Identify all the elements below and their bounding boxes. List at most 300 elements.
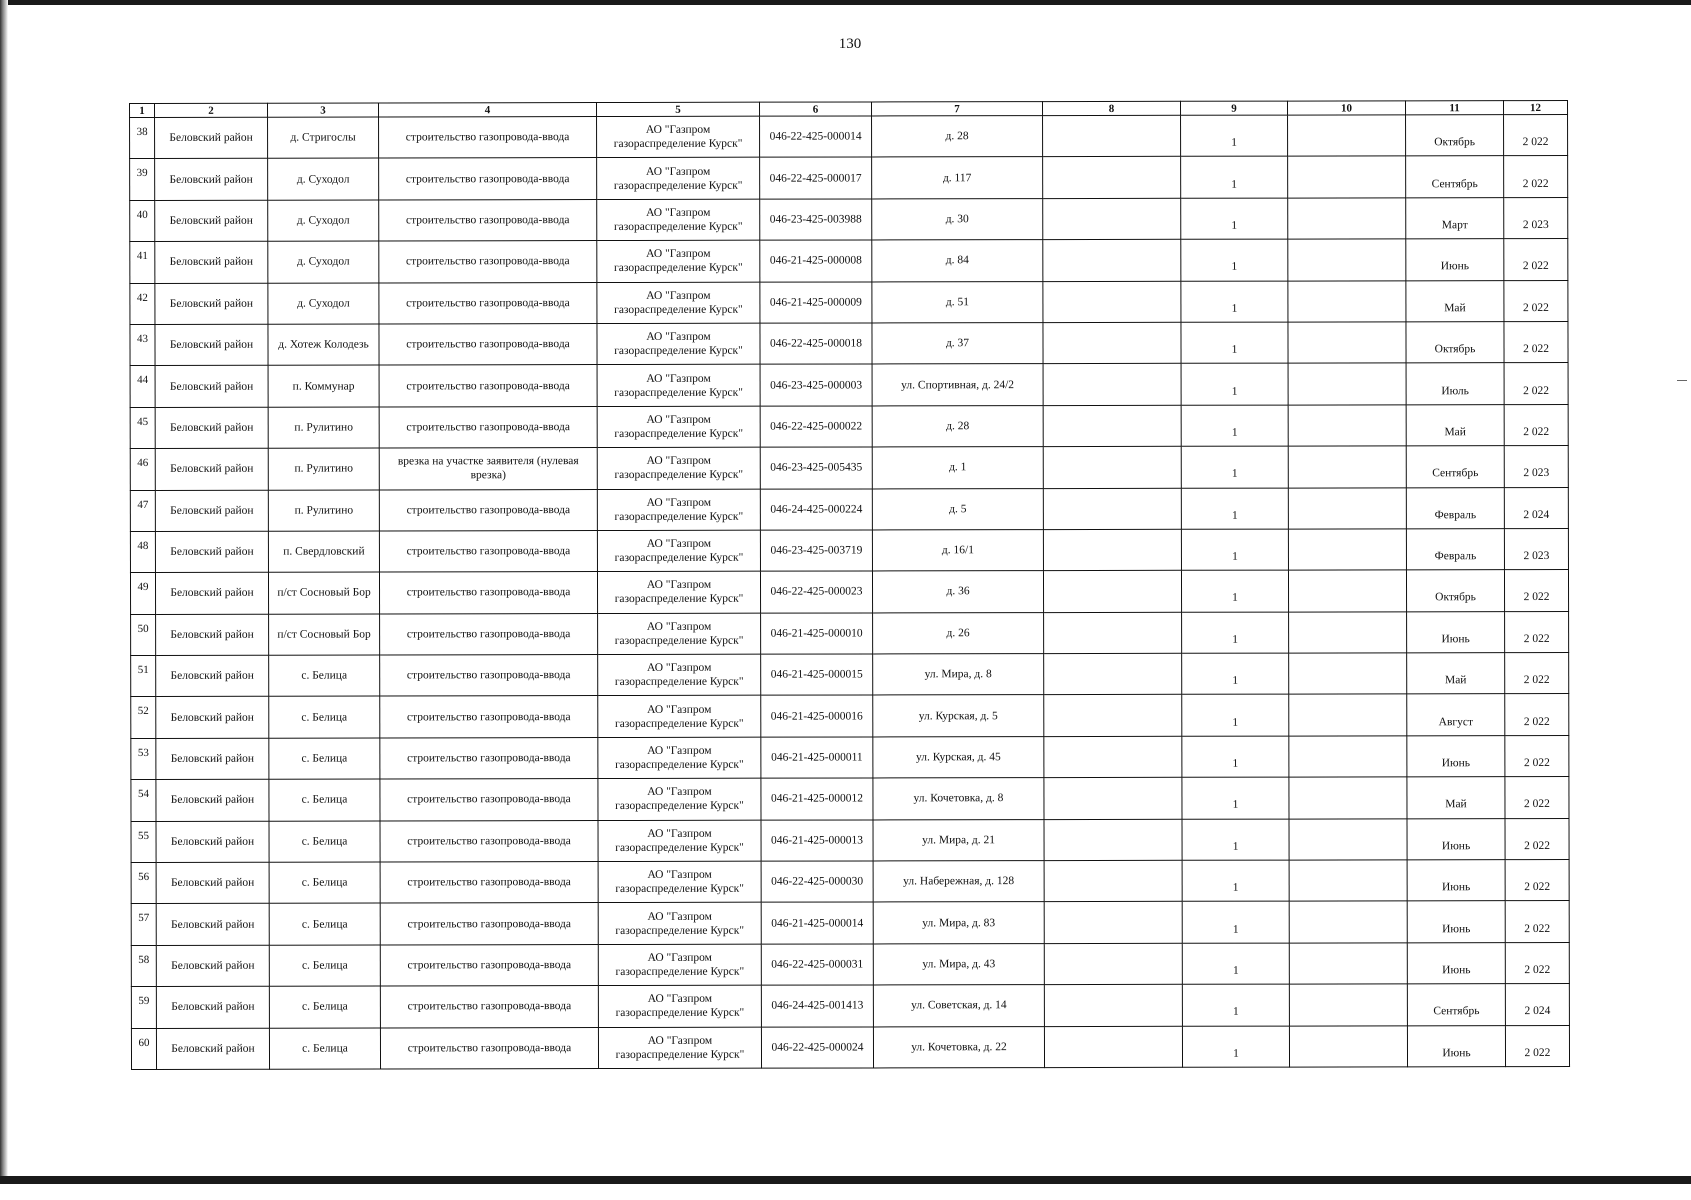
column-10-cell xyxy=(1289,694,1407,736)
month-cell: Июнь xyxy=(1407,901,1505,943)
column-10-cell xyxy=(1289,818,1407,860)
address-cell: ул. Курская, д. 5 xyxy=(873,695,1044,737)
month-cell: Май xyxy=(1406,280,1504,322)
month-cell: Май xyxy=(1406,404,1504,446)
table-row xyxy=(131,818,1569,862)
district-cell: Беловский район xyxy=(156,1028,269,1070)
month-cell: Март xyxy=(1406,197,1504,239)
address-cell: ул. Кочетовка, д. 22 xyxy=(873,1026,1044,1068)
address-cell: д. 37 xyxy=(872,323,1043,365)
table-row xyxy=(130,239,1568,283)
registration-code-cell: 046-21-425-000009 xyxy=(760,282,872,324)
month-cell: Июнь xyxy=(1407,942,1505,984)
row-number: 40 xyxy=(130,200,155,241)
column-header: 1 xyxy=(130,103,155,117)
column-8-cell xyxy=(1044,612,1182,654)
year-cell: 2 022 xyxy=(1504,156,1568,198)
month-cell: Февраль xyxy=(1406,529,1504,571)
company-cell: АО "Газпром газораспределение Курск" xyxy=(597,489,760,531)
month-cell: Июнь xyxy=(1407,735,1505,777)
table-row xyxy=(130,446,1568,490)
address-cell: д. 5 xyxy=(872,488,1043,530)
work-type-cell: строительство газопровода-ввода xyxy=(380,862,598,904)
company-cell: АО "Газпром газораспределение Курск" xyxy=(597,116,760,158)
district-cell: Беловский район xyxy=(155,159,268,201)
column-8-cell xyxy=(1044,902,1182,944)
company-cell: АО "Газпром газораспределение Курск" xyxy=(597,323,760,365)
table-row xyxy=(131,694,1569,738)
district-cell: Беловский район xyxy=(155,531,268,573)
locality-cell: д. Суходол xyxy=(268,283,379,325)
locality-cell: с. Белица xyxy=(269,945,380,987)
column-10-cell xyxy=(1288,446,1406,488)
year-cell: 2 024 xyxy=(1504,487,1568,529)
district-cell: Беловский район xyxy=(156,779,269,821)
table-row xyxy=(131,653,1569,697)
month-cell: Июнь xyxy=(1407,860,1505,902)
month-cell: Сентябрь xyxy=(1406,156,1504,198)
company-cell: АО "Газпром газораспределение Курск" xyxy=(598,778,761,820)
column-10-cell xyxy=(1289,612,1407,654)
column-8-cell xyxy=(1043,115,1181,157)
address-cell: д. 84 xyxy=(872,240,1043,282)
month-cell: Сентябрь xyxy=(1406,446,1504,488)
year-cell: 2 023 xyxy=(1504,446,1568,488)
column-header: 11 xyxy=(1405,101,1503,115)
column-8-cell xyxy=(1043,529,1181,571)
address-cell: ул. Мира, д. 43 xyxy=(873,943,1044,985)
month-cell: Июнь xyxy=(1407,818,1505,860)
work-type-cell: строительство газопровода-ввода xyxy=(380,1027,598,1069)
year-cell: 2 022 xyxy=(1504,239,1568,281)
address-cell: ул. Спортивная, д. 24/2 xyxy=(872,364,1043,406)
work-type-cell: строительство газопровода-ввода xyxy=(379,241,597,283)
year-cell: 2 022 xyxy=(1505,942,1569,984)
locality-cell: д. Стригослы xyxy=(268,117,379,159)
company-cell: АО "Газпром газораспределение Курск" xyxy=(597,530,760,572)
row-number: 54 xyxy=(131,780,156,821)
address-cell: ул. Курская, д. 45 xyxy=(873,736,1044,778)
column-8-cell xyxy=(1043,446,1181,488)
registration-code-cell: 046-22-425-000023 xyxy=(760,571,872,613)
table-row xyxy=(131,984,1569,1028)
quantity-cell: 1 xyxy=(1181,239,1288,281)
table-row xyxy=(130,363,1568,407)
scan-edge-bottom xyxy=(0,1176,1691,1184)
locality-cell: д. Суходол xyxy=(268,158,379,200)
year-cell: 2 022 xyxy=(1504,321,1568,363)
year-cell: 2 022 xyxy=(1505,611,1569,653)
column-8-cell xyxy=(1044,984,1182,1026)
registration-code-cell: 046-21-425-000015 xyxy=(761,654,873,696)
month-cell: Сентябрь xyxy=(1407,984,1505,1026)
column-10-cell xyxy=(1289,860,1407,902)
registration-code-cell: 046-21-425-000010 xyxy=(761,613,873,655)
address-cell: д. 1 xyxy=(872,447,1043,489)
address-cell: д. 28 xyxy=(872,405,1043,447)
column-header: 12 xyxy=(1503,100,1567,114)
column-10-cell xyxy=(1289,777,1407,819)
table-row xyxy=(130,404,1568,448)
column-header: 8 xyxy=(1042,101,1180,115)
district-cell: Беловский район xyxy=(156,738,269,780)
row-number: 39 xyxy=(130,159,155,200)
table-row xyxy=(130,197,1568,241)
column-header: 3 xyxy=(268,103,379,117)
company-cell: АО "Газпром газораспределение Курск" xyxy=(598,903,761,945)
month-cell: Май xyxy=(1407,653,1505,695)
row-number: 45 xyxy=(130,407,155,448)
column-10-cell xyxy=(1288,405,1406,447)
district-cell: Беловский район xyxy=(156,945,269,987)
district-cell: Беловский район xyxy=(155,200,268,242)
district-cell: Беловский район xyxy=(156,821,269,863)
work-type-cell: строительство газопровода-ввода xyxy=(379,572,597,614)
company-cell: АО "Газпром газораспределение Курск" xyxy=(598,861,761,903)
row-number: 55 xyxy=(131,821,156,862)
column-10-cell xyxy=(1289,653,1407,695)
work-type-cell: строительство газопровода-ввода xyxy=(380,820,598,862)
registration-code-cell: 046-22-425-000017 xyxy=(760,157,872,199)
company-cell: АО "Газпром газораспределение Курск" xyxy=(598,696,761,738)
year-cell: 2 023 xyxy=(1504,197,1568,239)
column-header: 5 xyxy=(597,102,760,116)
column-8-cell xyxy=(1043,322,1181,364)
row-number: 42 xyxy=(130,283,155,324)
quantity-cell: 1 xyxy=(1181,529,1288,571)
registration-code-cell: 046-22-425-000014 xyxy=(760,116,872,158)
column-8-cell xyxy=(1043,239,1181,281)
district-cell: Беловский район xyxy=(155,366,268,408)
locality-cell: с. Белица xyxy=(269,655,380,697)
column-8-cell xyxy=(1043,198,1181,240)
address-cell: ул. Мира, д. 21 xyxy=(873,819,1044,861)
table-row xyxy=(131,1025,1569,1069)
work-type-cell: строительство газопровода-ввода xyxy=(379,365,597,407)
district-cell: Беловский район xyxy=(156,862,269,904)
registration-code-cell: 046-23-425-000003 xyxy=(760,364,872,406)
column-8-cell xyxy=(1043,281,1181,323)
year-cell: 2 023 xyxy=(1504,528,1568,570)
year-cell: 2 022 xyxy=(1505,860,1569,902)
row-number: 48 xyxy=(130,531,155,572)
locality-cell: с. Белица xyxy=(269,986,380,1028)
quantity-cell: 1 xyxy=(1182,1026,1289,1068)
scan-edge-top xyxy=(0,0,1691,5)
locality-cell: с. Белица xyxy=(269,1028,380,1070)
locality-cell: с. Белица xyxy=(269,862,380,904)
year-cell: 2 022 xyxy=(1504,404,1568,446)
year-cell: 2 022 xyxy=(1504,114,1568,156)
address-cell: д. 26 xyxy=(873,612,1044,654)
locality-cell: с. Белица xyxy=(269,738,380,780)
work-type-cell: строительство газопровода-ввода xyxy=(379,489,597,531)
registration-code-cell: 046-21-425-000013 xyxy=(761,820,873,862)
address-cell: ул. Кочетовка, д. 8 xyxy=(873,778,1044,820)
locality-cell: с. Белица xyxy=(269,696,380,738)
quantity-cell: 1 xyxy=(1182,943,1289,985)
work-type-cell: строительство газопровода-ввода xyxy=(380,903,598,945)
district-cell: Беловский район xyxy=(156,986,269,1028)
month-cell: Июль xyxy=(1406,363,1504,405)
locality-cell: с. Белица xyxy=(269,821,380,863)
row-number: 60 xyxy=(131,1028,156,1069)
locality-cell: д. Суходол xyxy=(268,200,379,242)
column-header: 7 xyxy=(871,102,1042,116)
column-8-cell xyxy=(1043,488,1181,530)
year-cell: 2 022 xyxy=(1504,280,1568,322)
company-cell: АО "Газпром газораспределение Курск" xyxy=(597,199,760,241)
column-10-cell xyxy=(1288,363,1406,405)
year-cell: 2 022 xyxy=(1505,818,1569,860)
quantity-cell: 1 xyxy=(1181,570,1288,612)
row-number: 46 xyxy=(130,449,155,490)
column-10-cell xyxy=(1288,280,1406,322)
month-cell: Октябрь xyxy=(1406,322,1504,364)
year-cell: 2 022 xyxy=(1505,901,1569,943)
locality-cell: д. Суходол xyxy=(268,241,379,283)
year-cell: 2 022 xyxy=(1504,363,1568,405)
registration-code-cell: 046-22-425-000024 xyxy=(761,1027,873,1069)
registration-code-cell: 046-21-425-000012 xyxy=(761,778,873,820)
quantity-cell: 1 xyxy=(1182,984,1289,1026)
column-header: 9 xyxy=(1180,101,1287,115)
work-type-cell: строительство газопровода-ввода xyxy=(380,696,598,738)
row-number: 38 xyxy=(130,117,155,158)
company-cell: АО "Газпром газораспределение Курск" xyxy=(597,158,760,200)
column-8-cell xyxy=(1043,571,1181,613)
work-type-cell: строительство газопровода-ввода xyxy=(379,117,597,159)
quantity-cell: 1 xyxy=(1181,488,1288,530)
table-row xyxy=(130,570,1568,614)
company-cell: АО "Газпром газораспределение Курск" xyxy=(598,613,761,655)
address-cell: д. 117 xyxy=(872,157,1043,199)
registration-code-cell: 046-22-425-000018 xyxy=(760,323,872,365)
column-8-cell xyxy=(1044,653,1182,695)
month-cell: Октябрь xyxy=(1406,570,1504,612)
locality-cell: п/ст Сосновый Бор xyxy=(269,614,380,656)
row-number: 58 xyxy=(131,945,156,986)
year-cell: 2 022 xyxy=(1505,694,1569,736)
locality-cell: с. Белица xyxy=(269,779,380,821)
column-10-cell xyxy=(1288,570,1406,612)
row-number: 41 xyxy=(130,242,155,283)
column-header: 2 xyxy=(155,103,268,117)
company-cell: АО "Газпром газораспределение Курск" xyxy=(598,1027,761,1069)
column-8-cell xyxy=(1044,778,1182,820)
district-cell: Беловский район xyxy=(155,324,268,366)
company-cell: АО "Газпром газораспределение Курск" xyxy=(597,282,760,324)
quantity-cell: 1 xyxy=(1182,819,1289,861)
column-10-cell xyxy=(1289,1025,1407,1067)
scan-edge-left xyxy=(0,0,8,1184)
address-cell: ул. Советская, д. 14 xyxy=(873,985,1044,1027)
year-cell: 2 022 xyxy=(1504,570,1568,612)
quantity-cell: 1 xyxy=(1182,736,1289,778)
address-cell: ул. Мира, д. 83 xyxy=(873,902,1044,944)
row-number: 59 xyxy=(131,987,156,1028)
company-cell: АО "Газпром газораспределение Курск" xyxy=(598,737,761,779)
company-cell: АО "Газпром газораспределение Курск" xyxy=(598,985,761,1027)
registration-code-cell: 046-23-425-003719 xyxy=(760,530,872,572)
address-cell: д. 16/1 xyxy=(872,529,1043,571)
district-cell: Беловский район xyxy=(156,904,269,946)
work-type-cell: строительство газопровода-ввода xyxy=(379,282,597,324)
month-cell: Июнь xyxy=(1407,611,1505,653)
column-10-cell xyxy=(1288,198,1406,240)
column-10-cell xyxy=(1288,156,1406,198)
work-type-cell: строительство газопровода-ввода xyxy=(379,199,597,241)
district-cell: Беловский район xyxy=(155,241,268,283)
locality-cell: д. Хотеж Колодезь xyxy=(268,324,379,366)
registration-code-cell: 046-23-425-005435 xyxy=(760,447,872,489)
quantity-cell: 1 xyxy=(1181,322,1288,364)
company-cell: АО "Газпром газораспределение Курск" xyxy=(597,447,760,489)
table-row xyxy=(130,528,1568,572)
table-row xyxy=(130,487,1568,531)
month-cell: Август xyxy=(1407,694,1505,736)
registration-code-cell: 046-21-425-000011 xyxy=(761,737,873,779)
quantity-cell: 1 xyxy=(1181,405,1288,447)
row-number: 50 xyxy=(131,614,156,655)
register-table xyxy=(129,100,1570,1070)
locality-cell: п. Рулитино xyxy=(268,448,379,490)
column-8-cell xyxy=(1044,860,1182,902)
locality-cell: п/ст Сосновый Бор xyxy=(268,572,379,614)
year-cell: 2 024 xyxy=(1505,984,1569,1026)
work-type-cell: строительство газопровода-ввода xyxy=(380,986,598,1028)
row-number: 53 xyxy=(131,738,156,779)
registration-code-cell: 046-22-425-000031 xyxy=(761,944,873,986)
locality-cell: п. Рулитино xyxy=(268,407,379,449)
quantity-cell: 1 xyxy=(1181,198,1288,240)
registration-code-cell: 046-21-425-000008 xyxy=(760,240,872,282)
address-cell: д. 30 xyxy=(872,198,1043,240)
row-number: 44 xyxy=(130,366,155,407)
company-cell: АО "Газпром газораспределение Курск" xyxy=(598,820,761,862)
company-cell: АО "Газпром газораспределение Курск" xyxy=(597,240,760,282)
registration-code-cell: 046-21-425-000016 xyxy=(761,695,873,737)
work-type-cell: строительство газопровода-ввода xyxy=(379,530,597,572)
column-10-cell xyxy=(1289,943,1407,985)
month-cell: Октябрь xyxy=(1406,115,1504,157)
work-type-cell: строительство газопровода-ввода xyxy=(380,613,598,655)
registration-code-cell: 046-23-425-003988 xyxy=(760,199,872,241)
table-row xyxy=(131,860,1569,904)
registration-code-cell: 046-21-425-000014 xyxy=(761,902,873,944)
registration-code-cell: 046-22-425-000022 xyxy=(760,406,872,448)
address-cell: ул. Мира, д. 8 xyxy=(873,654,1044,696)
address-cell: д. 28 xyxy=(872,116,1043,158)
row-number: 47 xyxy=(130,490,155,531)
address-cell: д. 36 xyxy=(872,571,1043,613)
quantity-cell: 1 xyxy=(1181,115,1288,157)
column-10-cell xyxy=(1288,239,1406,281)
address-cell: д. 51 xyxy=(872,281,1043,323)
column-10-cell xyxy=(1289,901,1407,943)
year-cell: 2 022 xyxy=(1505,735,1569,777)
registration-code-cell: 046-24-425-000224 xyxy=(760,488,872,530)
year-cell: 2 022 xyxy=(1505,777,1569,819)
company-cell: АО "Газпром газораспределение Курск" xyxy=(598,654,761,696)
column-8-cell xyxy=(1044,1026,1182,1068)
column-8-cell xyxy=(1044,819,1182,861)
locality-cell: с. Белица xyxy=(269,903,380,945)
quantity-cell: 1 xyxy=(1181,156,1288,198)
work-type-cell: строительство газопровода-ввода xyxy=(379,323,597,365)
month-cell: Февраль xyxy=(1406,487,1504,529)
work-type-cell: строительство газопровода-ввода xyxy=(379,406,597,448)
column-10-cell xyxy=(1289,984,1407,1026)
column-8-cell xyxy=(1044,943,1182,985)
column-10-cell xyxy=(1288,529,1406,571)
district-cell: Беловский район xyxy=(156,614,269,656)
year-cell: 2 022 xyxy=(1505,1025,1569,1067)
table-row xyxy=(130,280,1568,324)
work-type-cell: строительство газопровода-ввода xyxy=(379,158,597,200)
district-cell: Беловский район xyxy=(155,490,268,532)
quantity-cell: 1 xyxy=(1182,777,1289,819)
registration-code-cell: 046-24-425-001413 xyxy=(761,985,873,1027)
table-row xyxy=(131,777,1569,821)
row-number: 43 xyxy=(130,324,155,365)
row-number: 56 xyxy=(131,862,156,903)
work-type-cell: строительство газопровода-ввода xyxy=(380,737,598,779)
company-cell: АО "Газпром газораспределение Курск" xyxy=(598,944,761,986)
quantity-cell: 1 xyxy=(1182,653,1289,695)
row-number: 52 xyxy=(131,697,156,738)
company-cell: АО "Газпром газораспределение Курск" xyxy=(597,406,760,448)
page-number: 130 xyxy=(838,36,862,52)
column-8-cell xyxy=(1043,364,1181,406)
row-number: 51 xyxy=(131,656,156,697)
company-cell: АО "Газпром газораспределение Курск" xyxy=(597,571,760,613)
district-cell: Беловский район xyxy=(156,697,269,739)
column-10-cell xyxy=(1289,736,1407,778)
month-cell: Июнь xyxy=(1407,1025,1505,1067)
column-header: 10 xyxy=(1287,101,1405,115)
address-cell: ул. Набережная, д. 128 xyxy=(873,861,1044,903)
column-header: 4 xyxy=(379,103,597,117)
work-type-cell: строительство газопровода-ввода xyxy=(380,779,598,821)
column-header: 6 xyxy=(759,102,871,116)
column-10-cell xyxy=(1288,115,1406,157)
quantity-cell: 1 xyxy=(1182,695,1289,737)
company-cell: АО "Газпром газораспределение Курск" xyxy=(597,365,760,407)
registration-code-cell: 046-22-425-000030 xyxy=(761,861,873,903)
district-cell: Беловский район xyxy=(155,407,268,449)
work-type-cell: строительство газопровода-ввода xyxy=(380,944,598,986)
column-8-cell xyxy=(1043,405,1181,447)
work-type-cell: врезка на участке заявителя (нулевая врезка) xyxy=(379,448,597,490)
district-cell: Беловский район xyxy=(155,283,268,325)
work-type-cell: строительство газопровода-ввода xyxy=(380,655,598,697)
table-row xyxy=(131,611,1569,655)
month-cell: Май xyxy=(1407,777,1505,819)
quantity-cell: 1 xyxy=(1181,363,1288,405)
row-number: 57 xyxy=(131,904,156,945)
quantity-cell: 1 xyxy=(1181,281,1288,323)
district-cell: Беловский район xyxy=(155,448,268,490)
locality-cell: п. Коммунар xyxy=(268,365,379,407)
quantity-cell: 1 xyxy=(1182,860,1289,902)
quantity-cell: 1 xyxy=(1182,901,1289,943)
column-10-cell xyxy=(1288,322,1406,364)
table-row xyxy=(131,942,1569,986)
quantity-cell: 1 xyxy=(1181,446,1288,488)
year-cell: 2 022 xyxy=(1505,653,1569,695)
quantity-cell: 1 xyxy=(1182,612,1289,654)
